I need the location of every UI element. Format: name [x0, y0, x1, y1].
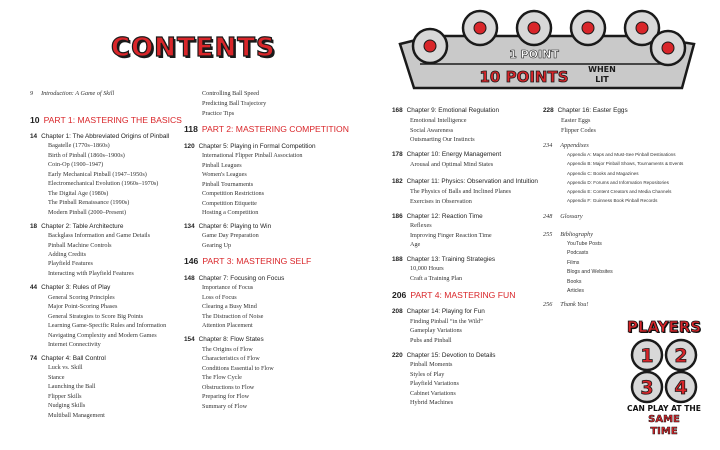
- entry-title: Chapter 14: Playing for Fun: [406, 308, 485, 315]
- player-number-1: 1: [640, 345, 654, 367]
- toc-subentry: Pinball Moments: [410, 361, 453, 368]
- toc-subentry: Gearing Up: [202, 242, 232, 249]
- badge-line-3: TIME: [650, 426, 678, 437]
- toc-subentry: Exercises in Observation: [410, 198, 472, 205]
- page-title: CONTENTS: [111, 33, 276, 63]
- points-label: 1 POINT: [509, 48, 559, 61]
- toc-bibliography-entry: Articles: [567, 288, 585, 294]
- toc-chapter-heading: [392, 213, 483, 220]
- target-bank-illustration: [392, 6, 702, 92]
- toc-subentry: Launching the Ball: [48, 383, 96, 390]
- toc-bibliography-entry: YouTube Posts: [567, 241, 602, 247]
- badge-title: PLAYERS: [626, 318, 702, 336]
- entry-title: Bibliography: [560, 231, 593, 238]
- toc-subentry: Nudging Skills: [48, 402, 86, 409]
- toc-subentry: Modern Pinball (2000–Present): [48, 209, 127, 216]
- toc-chapter-heading: [392, 151, 501, 158]
- toc-subentry: Backglass Information and Game Details: [48, 232, 151, 239]
- toc-front-matter-entry: [543, 142, 589, 149]
- entry-title: Chapter 3: Rules of Play: [41, 284, 111, 291]
- entry-title: Chapter 4: Ball Control: [41, 355, 106, 362]
- page-number: 154: [184, 336, 195, 343]
- page-number: 74: [30, 355, 38, 362]
- toc-front-matter-entry: [543, 301, 588, 308]
- toc-subentry: General Scoring Principles: [48, 294, 115, 301]
- toc-subentry: Luck vs. Skill: [48, 364, 83, 371]
- entry-title: PART 2: MASTERING COMPETITION: [201, 124, 349, 134]
- player-number-2: 2: [674, 345, 688, 367]
- toc-subentry: Emotional Intelligence: [410, 117, 467, 124]
- page-number: 234: [543, 142, 553, 149]
- toc-subentry: Finding Pinball “in the Wild”: [410, 318, 483, 325]
- toc-subentry: Major Point-Scoring Phases: [48, 303, 118, 310]
- toc-bibliography-entry: Blogs and Websites: [567, 269, 613, 275]
- page-number: 208: [392, 308, 403, 315]
- toc-part-heading: [184, 124, 349, 134]
- toc-subentry: Pinball Leagues: [202, 162, 242, 169]
- toc-subentry: Learning Game-Specific Rules and Information: [48, 322, 167, 329]
- toc-subentry: Electromechanical Evolution (1960s–1970s): [48, 180, 159, 187]
- toc-chapter-heading: [392, 352, 495, 359]
- entry-title: PART 1: MASTERING THE BASICS: [43, 115, 182, 125]
- toc-subentry: The Origins of Flow: [202, 346, 253, 353]
- toc-subentry: Clearing a Busy Mind: [202, 303, 257, 310]
- toc-subentry: International Flipper Pinball Association: [202, 152, 303, 159]
- toc-subentry: Navigating Complexity and Modern Games: [48, 332, 157, 339]
- toc-subentry: Reflexes: [410, 222, 432, 229]
- page-number: 146: [184, 256, 199, 266]
- toc-front-matter-entry: [543, 213, 583, 220]
- page-number: 186: [392, 213, 403, 220]
- target-light-2: [463, 11, 497, 45]
- entry-title: Chapter 1: The Abbreviated Origins of Pinball: [41, 133, 170, 140]
- toc-subentry: Summary of Flow: [202, 403, 248, 410]
- toc-subentry: Pinball Tournaments: [202, 181, 254, 188]
- entry-title: Chapter 15: Devotion to Details: [406, 352, 496, 359]
- entry-title: Chapter 10: Energy Management: [406, 151, 502, 158]
- toc-bibliography-entry: Books: [567, 279, 582, 285]
- toc-subentry: The Flow Cycle: [202, 374, 242, 381]
- entry-title: Chapter 13: Training Strategies: [406, 256, 496, 263]
- toc-subentry: The Physics of Balls and Inclined Planes: [410, 188, 512, 195]
- toc-subentry: Pinball Machine Controls: [48, 242, 112, 249]
- toc-chapter-heading: [392, 178, 538, 185]
- page-number: 256: [543, 301, 553, 308]
- target-light-1: [413, 29, 447, 63]
- when-label: WHEN: [588, 65, 616, 74]
- toc-chapter-heading: [30, 284, 110, 291]
- player-number-3: 3: [640, 377, 654, 399]
- page-number: 248: [543, 213, 553, 220]
- page-number: 18: [30, 223, 38, 230]
- toc-subentry: Easter Eggs: [561, 117, 591, 124]
- toc-subentry: Obstructions to Flow: [202, 384, 255, 391]
- toc-part-heading: [30, 115, 182, 125]
- toc-appendix-entry: Appendix E: Content Creators and Media Channels: [567, 189, 672, 194]
- toc-subentry: Characteristics of Flow: [202, 355, 260, 362]
- toc-bibliography-entry: Films: [567, 260, 580, 266]
- toc-appendix-entry: Appendix A: Maps and Must-See Pinball Destinations: [567, 152, 676, 157]
- page-number: 44: [30, 284, 38, 291]
- toc-subentry: Importance of Focus: [202, 284, 254, 291]
- toc-chapter-heading: [184, 336, 264, 343]
- page-number: 255: [543, 231, 553, 238]
- lit-points-label: 10 POINTS: [479, 68, 569, 86]
- toc-subentry: Game Day Preparation: [202, 232, 259, 239]
- badge-line-1: CAN PLAY AT THE: [627, 404, 701, 413]
- entry-title: Chapter 6: Playing to Win: [198, 223, 272, 230]
- toc-subentry: Women's Leagues: [202, 171, 247, 178]
- entry-title: Chapter 11: Physics: Observation and Intuition: [406, 178, 538, 185]
- toc-appendix-entry: Appendix F: Guinness Book Pinball Records: [567, 198, 658, 203]
- toc-subentry: Internet Connectivity: [48, 341, 101, 348]
- toc-subentry: Early Mechanical Pinball (1947–1950s): [48, 171, 147, 178]
- toc-part-heading: [392, 290, 515, 300]
- toc-subentry: Flipper Codes: [561, 127, 596, 134]
- entry-title: Chapter 12: Reaction Time: [406, 213, 483, 220]
- toc-subentry: Playfield Variations: [410, 380, 459, 387]
- toc-subentry: Interacting with Playfield Features: [48, 270, 134, 277]
- entry-title: Chapter 2: Table Architecture: [41, 223, 124, 230]
- toc-subentry: Conditions Essential to Flow: [202, 365, 274, 372]
- toc-subentry: Adding Credits: [48, 251, 86, 258]
- toc-chapter-heading: [30, 133, 169, 140]
- toc-subentry: Preparing for Flow: [202, 393, 250, 400]
- toc-chapter-heading: [392, 107, 499, 114]
- page-number: 220: [392, 352, 403, 359]
- toc-subentry: The Distraction of Noise: [202, 313, 264, 320]
- toc-subentry: Practice Tips: [202, 110, 235, 117]
- entry-title: Thank You!: [560, 301, 589, 308]
- toc-chapter-heading: [184, 223, 271, 230]
- toc-chapter-heading: [30, 355, 106, 362]
- toc-subentry: Attention Placement: [202, 322, 253, 329]
- entry-title: PART 4: MASTERING FUN: [410, 290, 516, 300]
- page-number: 118: [184, 124, 198, 134]
- toc-appendix-entry: Appendix D: Forums and Information Repositories: [567, 180, 669, 185]
- entry-title: Introduction: A Game of Skill: [41, 90, 115, 97]
- entry-title: Chapter 5: Playing in Formal Competition: [198, 143, 316, 150]
- entry-title: Chapter 8: Flow States: [198, 336, 264, 343]
- entry-title: Chapter 9: Emotional Regulation: [406, 107, 500, 114]
- page-number: 10: [30, 115, 40, 125]
- player-number-4: 4: [674, 377, 688, 399]
- toc-subentry: Playfield Features: [48, 260, 93, 267]
- player-number-circles: [630, 338, 698, 404]
- toc-subentry: 10,000 Hours: [410, 265, 444, 272]
- page-number: 188: [392, 256, 403, 263]
- toc-subentry: Birth of Pinball (1860s–1900s): [48, 152, 125, 159]
- toc-subentry: Gameplay Variations: [410, 327, 462, 334]
- page-number: 178: [392, 151, 403, 158]
- toc-chapter-heading: [184, 143, 316, 150]
- toc-chapter-heading: [184, 275, 284, 282]
- toc-front-matter-entry: [543, 231, 593, 238]
- target-light-4: [571, 11, 605, 45]
- page-number: 206: [392, 290, 407, 300]
- toc-subentry: Predicting Ball Trajectory: [202, 100, 267, 107]
- entry-title: Glossary: [560, 213, 583, 220]
- toc-subentry: Competition Restrictions: [202, 190, 265, 197]
- toc-subentry: Outsmarting Our Instincts: [410, 136, 475, 143]
- toc-chapter-heading: [543, 107, 628, 114]
- toc-bibliography-entry: Podcasts: [567, 250, 589, 256]
- toc-front-matter-entry: [30, 90, 114, 97]
- toc-subentry: The Digital Age (1980s): [48, 190, 109, 197]
- toc-subentry: Loss of Focus: [202, 294, 237, 301]
- toc-subentry: Hybrid Machines: [410, 399, 454, 406]
- page-number: 9: [30, 90, 34, 97]
- toc-chapter-heading: [392, 256, 495, 263]
- page-number: 120: [184, 143, 195, 150]
- toc-subentry: General Strategies to Score Big Points: [48, 313, 144, 320]
- toc-subentry: Hosting a Competition: [202, 209, 259, 216]
- page-number: 148: [184, 275, 195, 282]
- toc-subentry: Stance: [48, 374, 65, 381]
- toc-chapter-heading: [30, 223, 123, 230]
- toc-appendix-entry: Appendix B: Major Pinball Shows, Tournaments & Events: [567, 161, 684, 166]
- entry-title: Appendixes: [560, 142, 589, 149]
- players-badge: [614, 318, 714, 438]
- page-number: 168: [392, 107, 403, 114]
- toc-subentry: Age: [410, 241, 421, 248]
- toc-subentry: Competition Etiquette: [202, 200, 257, 207]
- entry-title: PART 3: MASTERING SELF: [202, 256, 312, 266]
- toc-subentry: Improving Finger Reaction Time: [410, 232, 492, 239]
- toc-subentry: Arousal and Optimal Mind States: [410, 161, 494, 168]
- target-light-3: [517, 11, 551, 45]
- toc-appendix-entry: Appendix C: Books and Magazines: [567, 171, 639, 176]
- badge-line-2: SAME: [648, 414, 680, 425]
- toc-subentry: Cabinet Variations: [410, 390, 456, 397]
- page-number: 134: [184, 223, 195, 230]
- toc-subentry: Pubs and Pinball: [410, 337, 452, 344]
- toc-subentry: Social Awareness: [410, 127, 454, 134]
- toc-subentry: Coin-Op (1900–1947): [48, 161, 104, 168]
- toc-subentry: Styles of Play: [410, 371, 445, 378]
- page-number: 228: [543, 107, 554, 114]
- toc-subentry: Multiball Management: [48, 412, 105, 419]
- toc-subentry: Bagatelle (1770s–1860s): [48, 142, 110, 149]
- entry-title: Chapter 7: Focusing on Focus: [198, 275, 285, 282]
- toc-part-heading: [184, 256, 311, 266]
- toc-subentry: Craft a Training Plan: [410, 275, 463, 282]
- toc-chapter-heading: [392, 308, 485, 315]
- page-number: 14: [30, 133, 38, 140]
- toc-subentry: Flipper Skills: [48, 393, 82, 400]
- target-light-6: [651, 31, 685, 65]
- toc-subentry: Controlling Ball Speed: [202, 90, 260, 97]
- page-number: 182: [392, 178, 403, 185]
- toc-subentry: The Pinball Renaissance (1990s): [48, 199, 130, 206]
- entry-title: Chapter 16: Easter Eggs: [557, 107, 628, 114]
- lit-label: LIT: [595, 75, 609, 84]
